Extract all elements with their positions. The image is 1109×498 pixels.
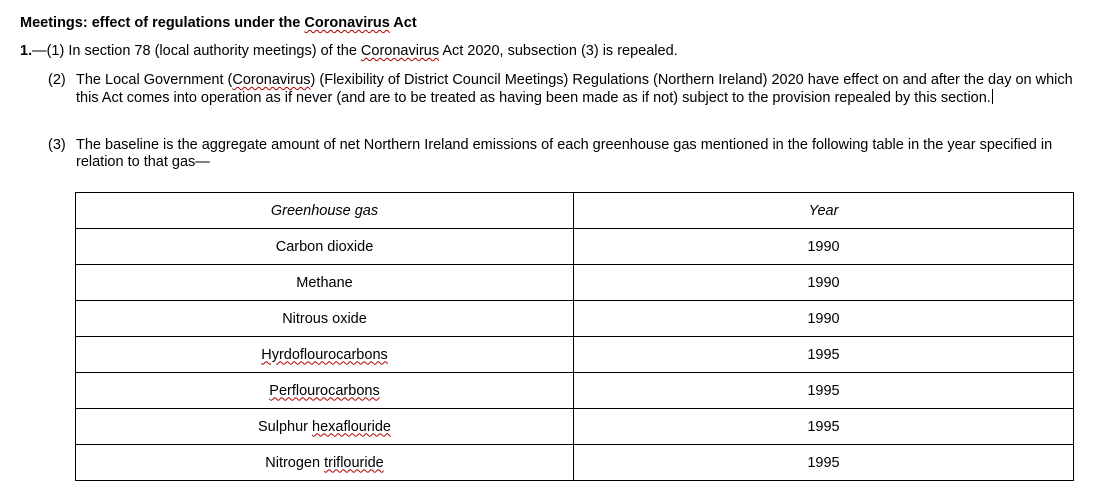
- year-cell[interactable]: 1990: [574, 265, 1074, 301]
- paragraph-1-coronavirus-word[interactable]: Coronavirus: [360, 43, 440, 59]
- text-cursor: [992, 89, 993, 104]
- paragraph-number: 1.: [20, 43, 33, 59]
- gas-cell[interactable]: [76, 445, 574, 481]
- table-row: [76, 337, 1074, 373]
- table-row: [76, 445, 1074, 481]
- paragraph-1-text-before: —(1) In section 78 (local authority meetings) of the: [32, 43, 361, 59]
- heading-text-after: Act: [389, 15, 417, 31]
- subsection-3-label: (3): [48, 137, 66, 153]
- heading-coronavirus-word[interactable]: Coronavirus: [304, 15, 390, 31]
- year-cell[interactable]: 1995: [574, 409, 1074, 445]
- gas-name-misspelled[interactable]: triflouride: [324, 454, 384, 471]
- subsection-2-text-before: The Local Government (: [76, 72, 233, 88]
- table-header-row: [76, 193, 1074, 229]
- subsection-2-label: (2): [48, 72, 66, 88]
- gas-name: Carbon dioxide: [275, 238, 374, 255]
- table-row: [76, 229, 1074, 265]
- gas-cell[interactable]: [76, 301, 574, 337]
- subsection-2-body[interactable]: [76, 72, 1078, 107]
- subsection-3: [48, 137, 1078, 171]
- gas-cell[interactable]: [76, 229, 574, 265]
- year-cell[interactable]: 1990: [574, 229, 1074, 265]
- greenhouse-gas-table: [75, 192, 1074, 481]
- heading-text-before: Meetings: effect of regulations under the: [20, 15, 305, 31]
- year-cell[interactable]: 1995: [574, 337, 1074, 373]
- paragraph-1: [20, 43, 678, 60]
- table-row: [76, 265, 1074, 301]
- subsection-2: [48, 72, 1078, 107]
- gas-cell[interactable]: [76, 409, 574, 445]
- year-cell[interactable]: 1990: [574, 301, 1074, 337]
- gas-name-misspelled[interactable]: hexaflouride: [312, 418, 391, 435]
- gas-name: Methane: [296, 274, 353, 291]
- table-row: [76, 373, 1074, 409]
- year-cell[interactable]: 1995: [574, 373, 1074, 409]
- gas-name-prefix: Nitrogen: [265, 454, 325, 471]
- subsection-3-body[interactable]: The baseline is the aggregate amount of net Northern Ireland emissions of each greenhouse gas mentioned in the following table in the year specified in relation to that gas—: [76, 137, 1053, 170]
- header-greenhouse-gas[interactable]: Greenhouse gas: [76, 193, 574, 229]
- gas-name-prefix: Sulphur: [257, 418, 312, 435]
- table-row: [76, 409, 1074, 445]
- subsection-2-coronavirus-word[interactable]: Coronavirus: [232, 72, 311, 88]
- year-cell[interactable]: 1995: [574, 445, 1074, 481]
- gas-cell[interactable]: [76, 373, 574, 409]
- paragraph-1-text-after: Act 2020, subsection (3) is repealed.: [439, 43, 678, 59]
- gas-name-misspelled[interactable]: Perflourocarbons: [269, 382, 380, 399]
- gas-cell[interactable]: [76, 265, 574, 301]
- gas-name-misspelled[interactable]: Hyrdoflourocarbons: [261, 346, 388, 363]
- section-heading: [20, 15, 417, 32]
- gas-cell[interactable]: [76, 337, 574, 373]
- subsection-2-text-after: ) (Flexibility of District Council Meetings) Regulations (Northern Ireland) 2020 have effect on and after the day on which this Act comes into operation as if never (and are to be treated as having been made as if not) subject to the provision repealed by this section.: [76, 72, 1073, 106]
- header-year[interactable]: Year: [574, 193, 1074, 229]
- table-row: [76, 301, 1074, 337]
- gas-name: Nitrous oxide: [282, 310, 367, 327]
